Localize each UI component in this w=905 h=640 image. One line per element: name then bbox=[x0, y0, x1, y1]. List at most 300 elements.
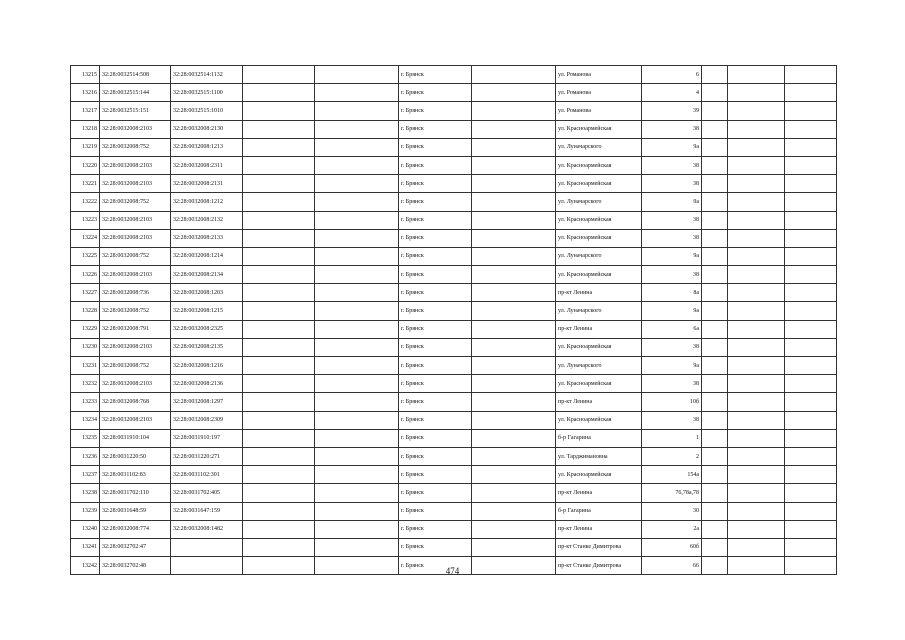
empty-cell bbox=[785, 538, 837, 556]
empty-cell bbox=[785, 175, 837, 193]
house-number-cell: 38 bbox=[642, 211, 702, 229]
house-number-cell: 1 bbox=[642, 429, 702, 447]
empty-cell bbox=[472, 302, 556, 320]
empty-cell bbox=[315, 247, 399, 265]
empty-cell bbox=[472, 375, 556, 393]
empty-cell bbox=[785, 247, 837, 265]
table-row bbox=[71, 84, 837, 102]
row-number: 13232 bbox=[71, 375, 100, 393]
cadastral-number-object: 32:28:0032008:2133 bbox=[171, 229, 243, 247]
empty-cell bbox=[702, 375, 728, 393]
row-number: 13225 bbox=[71, 247, 100, 265]
empty-cell bbox=[315, 102, 399, 120]
empty-cell bbox=[315, 193, 399, 211]
empty-cell bbox=[702, 175, 728, 193]
empty-cell bbox=[728, 538, 785, 556]
empty-cell bbox=[728, 284, 785, 302]
row-number: 13223 bbox=[71, 211, 100, 229]
empty-cell bbox=[315, 357, 399, 375]
empty-cell bbox=[243, 502, 315, 520]
empty-cell bbox=[702, 538, 728, 556]
cadastral-number-object: 32:28:0031702:405 bbox=[171, 484, 243, 502]
cadastral-number-object: 32:28:0032008:2325 bbox=[171, 320, 243, 338]
cadastral-number-object: 32:28:0032008:2132 bbox=[171, 211, 243, 229]
street-cell: ул. Луначарского bbox=[556, 138, 642, 156]
cadastral-number-object: 32:28:0031647:159 bbox=[171, 502, 243, 520]
empty-cell bbox=[243, 84, 315, 102]
empty-cell bbox=[472, 411, 556, 429]
empty-cell bbox=[472, 229, 556, 247]
house-number-cell: 9а bbox=[642, 138, 702, 156]
house-number-cell: 38 bbox=[642, 338, 702, 356]
empty-cell bbox=[702, 156, 728, 174]
empty-cell bbox=[472, 211, 556, 229]
empty-cell bbox=[785, 429, 837, 447]
table-row bbox=[71, 156, 837, 174]
street-cell: б-р Гагарина bbox=[556, 502, 642, 520]
city-cell: г. Брянск bbox=[399, 484, 472, 502]
cadastral-number-land: 32:28:0032008:752 bbox=[100, 193, 171, 211]
empty-cell bbox=[785, 138, 837, 156]
row-number: 13239 bbox=[71, 502, 100, 520]
empty-cell bbox=[702, 411, 728, 429]
house-number-cell: 10б bbox=[642, 393, 702, 411]
empty-cell bbox=[702, 338, 728, 356]
table-row bbox=[71, 229, 837, 247]
empty-cell bbox=[702, 520, 728, 538]
empty-cell bbox=[728, 156, 785, 174]
empty-cell bbox=[702, 466, 728, 484]
street-cell: ул. Красноармейская bbox=[556, 411, 642, 429]
city-cell: г. Брянск bbox=[399, 247, 472, 265]
cadastral-number-land: 32:28:0032008:752 bbox=[100, 138, 171, 156]
empty-cell bbox=[702, 302, 728, 320]
row-number: 13234 bbox=[71, 411, 100, 429]
cadastral-number-object: 32:28:0032008:2134 bbox=[171, 266, 243, 284]
empty-cell bbox=[472, 338, 556, 356]
empty-cell bbox=[702, 84, 728, 102]
table-row bbox=[71, 429, 837, 447]
cadastral-number-object: 32:28:0032515:1010 bbox=[171, 102, 243, 120]
cadastral-number-land: 32:28:0032515:144 bbox=[100, 84, 171, 102]
empty-cell bbox=[728, 447, 785, 465]
empty-cell bbox=[702, 66, 728, 84]
empty-cell bbox=[728, 520, 785, 538]
empty-cell bbox=[728, 393, 785, 411]
street-cell: ул. Луначарского bbox=[556, 247, 642, 265]
empty-cell bbox=[702, 193, 728, 211]
empty-cell bbox=[472, 447, 556, 465]
empty-cell bbox=[243, 411, 315, 429]
empty-cell bbox=[472, 120, 556, 138]
empty-cell bbox=[728, 338, 785, 356]
street-cell: ул. Луначарского bbox=[556, 302, 642, 320]
empty-cell bbox=[785, 156, 837, 174]
cadastral-number-land: 32:28:0031648:59 bbox=[100, 502, 171, 520]
row-number: 13233 bbox=[71, 393, 100, 411]
cadastral-number-land: 32:28:0032008:2103 bbox=[100, 411, 171, 429]
row-number: 13229 bbox=[71, 320, 100, 338]
city-cell: г. Брянск bbox=[399, 411, 472, 429]
house-number-cell: 4 bbox=[642, 84, 702, 102]
street-cell: ул. Тарджимановна bbox=[556, 447, 642, 465]
empty-cell bbox=[472, 266, 556, 284]
page-number: 474 bbox=[445, 566, 460, 576]
cadastral-number-land: 32:28:0031220:50 bbox=[100, 447, 171, 465]
table-row bbox=[71, 193, 837, 211]
cadastral-number-land: 32:28:0032008:774 bbox=[100, 520, 171, 538]
city-cell: г. Брянск bbox=[399, 84, 472, 102]
table-row bbox=[71, 502, 837, 520]
house-number-cell: 38 bbox=[642, 156, 702, 174]
empty-cell bbox=[472, 138, 556, 156]
empty-cell bbox=[702, 447, 728, 465]
empty-cell bbox=[243, 338, 315, 356]
empty-cell bbox=[315, 138, 399, 156]
table-row bbox=[71, 538, 837, 556]
cadastral-number-object: 32:28:0032008:2311 bbox=[171, 156, 243, 174]
street-cell: ул. Красноармейская bbox=[556, 466, 642, 484]
empty-cell bbox=[315, 175, 399, 193]
empty-cell bbox=[472, 429, 556, 447]
cadastral-number-object: 32:28:0032008:1297 bbox=[171, 393, 243, 411]
document-sheet bbox=[70, 65, 837, 575]
city-cell: г. Брянск bbox=[399, 357, 472, 375]
house-number-cell: 76,78а,78 bbox=[642, 484, 702, 502]
row-number: 13231 bbox=[71, 357, 100, 375]
empty-cell bbox=[243, 175, 315, 193]
empty-cell bbox=[315, 393, 399, 411]
table-row bbox=[71, 266, 837, 284]
table-row bbox=[71, 520, 837, 538]
cadastral-number-object: 32:28:0032008:2131 bbox=[171, 175, 243, 193]
cadastral-number-object: 32:28:0032008:2130 bbox=[171, 120, 243, 138]
empty-cell bbox=[785, 375, 837, 393]
empty-cell bbox=[728, 502, 785, 520]
empty-cell bbox=[315, 338, 399, 356]
table-row bbox=[71, 120, 837, 138]
table-row bbox=[71, 102, 837, 120]
empty-cell bbox=[785, 520, 837, 538]
street-cell: пр-кт Ленина bbox=[556, 520, 642, 538]
empty-cell bbox=[472, 175, 556, 193]
cadastral-number-land: 32:28:0032008:2103 bbox=[100, 375, 171, 393]
empty-cell bbox=[472, 484, 556, 502]
empty-cell bbox=[785, 266, 837, 284]
row-number: 13215 bbox=[71, 66, 100, 84]
empty-cell bbox=[472, 156, 556, 174]
row-number: 13241 bbox=[71, 538, 100, 556]
house-number-cell: 9а bbox=[642, 193, 702, 211]
empty-cell bbox=[243, 102, 315, 120]
cadastral-number-object: 32:28:0032008:2135 bbox=[171, 338, 243, 356]
empty-cell bbox=[785, 502, 837, 520]
table-row bbox=[71, 338, 837, 356]
cadastral-number-land: 32:28:0032702:47 bbox=[100, 538, 171, 556]
city-cell: г. Брянск bbox=[399, 320, 472, 338]
table-row bbox=[71, 357, 837, 375]
empty-cell bbox=[785, 84, 837, 102]
empty-cell bbox=[728, 120, 785, 138]
cadastral-number-land: 32:28:0031702:110 bbox=[100, 484, 171, 502]
empty-cell bbox=[243, 120, 315, 138]
empty-cell bbox=[315, 484, 399, 502]
house-number-cell: 38 bbox=[642, 175, 702, 193]
table-row bbox=[71, 175, 837, 193]
row-number: 13238 bbox=[71, 484, 100, 502]
city-cell: г. Брянск bbox=[399, 429, 472, 447]
cadastral-number-land: 32:28:0032008:752 bbox=[100, 302, 171, 320]
empty-cell bbox=[702, 284, 728, 302]
cadastral-number-land: 32:28:0032008:2103 bbox=[100, 175, 171, 193]
cadastral-number-land: 32:28:0032008:752 bbox=[100, 247, 171, 265]
row-number: 13242 bbox=[71, 557, 100, 575]
cadastral-number-object: 32:28:0032008:1203 bbox=[171, 284, 243, 302]
row-number: 13219 bbox=[71, 138, 100, 156]
empty-cell bbox=[472, 102, 556, 120]
empty-cell bbox=[472, 466, 556, 484]
empty-cell bbox=[315, 320, 399, 338]
empty-cell bbox=[785, 120, 837, 138]
empty-cell bbox=[728, 102, 785, 120]
row-number: 13228 bbox=[71, 302, 100, 320]
empty-cell bbox=[728, 484, 785, 502]
row-number: 13218 bbox=[71, 120, 100, 138]
empty-cell bbox=[785, 393, 837, 411]
empty-cell bbox=[785, 193, 837, 211]
house-number-cell: 9а bbox=[642, 357, 702, 375]
empty-cell bbox=[785, 447, 837, 465]
cadastral-number-land: 32:28:0032008:2103 bbox=[100, 211, 171, 229]
row-number: 13230 bbox=[71, 338, 100, 356]
street-cell: ул. Луначарского bbox=[556, 193, 642, 211]
empty-cell bbox=[728, 411, 785, 429]
city-cell: г. Брянск bbox=[399, 447, 472, 465]
cadastral-number-land: 32:28:0032008:2103 bbox=[100, 156, 171, 174]
empty-cell bbox=[702, 502, 728, 520]
cadastral-number-land: 32:28:0032008:2103 bbox=[100, 338, 171, 356]
empty-cell bbox=[702, 484, 728, 502]
empty-cell bbox=[472, 193, 556, 211]
table-row bbox=[71, 484, 837, 502]
house-number-cell: 2 bbox=[642, 447, 702, 465]
table-row bbox=[71, 447, 837, 465]
address-table bbox=[70, 65, 837, 575]
street-cell: ул. Красноармейская bbox=[556, 375, 642, 393]
empty-cell bbox=[728, 247, 785, 265]
cadastral-number-land: 32:28:0031102:83 bbox=[100, 466, 171, 484]
empty-cell bbox=[728, 375, 785, 393]
empty-cell bbox=[315, 466, 399, 484]
table-row bbox=[71, 302, 837, 320]
city-cell: г. Брянск bbox=[399, 120, 472, 138]
empty-cell bbox=[243, 375, 315, 393]
empty-cell bbox=[472, 357, 556, 375]
empty-cell bbox=[472, 320, 556, 338]
row-number: 13237 bbox=[71, 466, 100, 484]
table-row bbox=[71, 466, 837, 484]
table-row bbox=[71, 375, 837, 393]
cadastral-number-land: 32:28:0032702:48 bbox=[100, 557, 171, 575]
table-row bbox=[71, 320, 837, 338]
table-row bbox=[71, 247, 837, 265]
street-cell: ул. Красноармейская bbox=[556, 266, 642, 284]
empty-cell bbox=[315, 284, 399, 302]
empty-cell bbox=[702, 357, 728, 375]
row-number: 13221 bbox=[71, 175, 100, 193]
empty-cell bbox=[243, 211, 315, 229]
house-number-cell: 38 bbox=[642, 266, 702, 284]
empty-cell bbox=[702, 393, 728, 411]
cadastral-number-land: 32:28:0032515:151 bbox=[100, 102, 171, 120]
house-number-cell: 6а bbox=[642, 320, 702, 338]
empty-cell bbox=[243, 429, 315, 447]
cadastral-number-object: 32:28:0032008:2309 bbox=[171, 411, 243, 429]
empty-cell bbox=[315, 411, 399, 429]
empty-cell bbox=[785, 211, 837, 229]
cadastral-number-object bbox=[171, 538, 243, 556]
empty-cell bbox=[728, 175, 785, 193]
empty-cell bbox=[702, 229, 728, 247]
empty-cell bbox=[315, 84, 399, 102]
empty-cell bbox=[728, 138, 785, 156]
row-number: 13216 bbox=[71, 84, 100, 102]
cadastral-number-land: 32:28:0032008:2103 bbox=[100, 229, 171, 247]
street-cell: ул. Красноармейская bbox=[556, 211, 642, 229]
city-cell: г. Брянск bbox=[399, 66, 472, 84]
empty-cell bbox=[243, 302, 315, 320]
empty-cell bbox=[785, 411, 837, 429]
empty-cell bbox=[785, 320, 837, 338]
street-cell: пр-кт Ленина bbox=[556, 284, 642, 302]
row-number: 13227 bbox=[71, 284, 100, 302]
street-cell: пр-кт Станке Димитрова bbox=[556, 557, 642, 575]
row-number: 13224 bbox=[71, 229, 100, 247]
empty-cell bbox=[785, 338, 837, 356]
empty-cell bbox=[315, 229, 399, 247]
city-cell: г. Брянск bbox=[399, 520, 472, 538]
empty-cell bbox=[785, 484, 837, 502]
house-number-cell: 9а bbox=[642, 302, 702, 320]
street-cell: ул. Красноармейская bbox=[556, 120, 642, 138]
empty-cell bbox=[785, 302, 837, 320]
house-number-cell: 154а bbox=[642, 466, 702, 484]
empty-cell bbox=[243, 538, 315, 556]
street-cell: ул. Красноармейская bbox=[556, 338, 642, 356]
street-cell: ул. Романова bbox=[556, 66, 642, 84]
house-number-cell: 60б bbox=[642, 538, 702, 556]
cadastral-number-object: 32:28:0032008:1212 bbox=[171, 193, 243, 211]
row-number: 13222 bbox=[71, 193, 100, 211]
cadastral-number-land: 32:28:0032008:791 bbox=[100, 320, 171, 338]
empty-cell bbox=[243, 193, 315, 211]
empty-cell bbox=[315, 156, 399, 174]
city-cell: г. Брянск bbox=[399, 302, 472, 320]
empty-cell bbox=[728, 357, 785, 375]
empty-cell bbox=[315, 538, 399, 556]
empty-cell bbox=[472, 284, 556, 302]
empty-cell bbox=[785, 229, 837, 247]
row-number: 13220 bbox=[71, 156, 100, 174]
empty-cell bbox=[472, 84, 556, 102]
table-body bbox=[71, 66, 837, 575]
empty-cell bbox=[702, 429, 728, 447]
cadastral-number-land: 32:28:0032514:508 bbox=[100, 66, 171, 84]
cadastral-number-object: 32:28:0032515:1100 bbox=[171, 84, 243, 102]
row-number: 13226 bbox=[71, 266, 100, 284]
house-number-cell: 66 bbox=[642, 557, 702, 575]
empty-cell bbox=[785, 284, 837, 302]
street-cell: пр-кт Ленина bbox=[556, 320, 642, 338]
table-row bbox=[71, 66, 837, 84]
house-number-cell: 8а bbox=[642, 284, 702, 302]
empty-cell bbox=[728, 429, 785, 447]
empty-cell bbox=[315, 66, 399, 84]
empty-cell bbox=[472, 393, 556, 411]
city-cell: г. Брянск bbox=[399, 193, 472, 211]
empty-cell bbox=[315, 302, 399, 320]
empty-cell bbox=[728, 84, 785, 102]
city-cell: г. Брянск bbox=[399, 211, 472, 229]
empty-cell bbox=[472, 247, 556, 265]
empty-cell bbox=[472, 538, 556, 556]
street-cell: ул. Романова bbox=[556, 84, 642, 102]
empty-cell bbox=[472, 520, 556, 538]
empty-cell bbox=[315, 266, 399, 284]
street-cell: ул. Луначарского bbox=[556, 357, 642, 375]
empty-cell bbox=[315, 211, 399, 229]
empty-cell bbox=[243, 466, 315, 484]
empty-cell bbox=[702, 102, 728, 120]
street-cell: пр-кт Станке Димитрова bbox=[556, 538, 642, 556]
house-number-cell: 6 bbox=[642, 66, 702, 84]
empty-cell bbox=[243, 247, 315, 265]
house-number-cell: 38 bbox=[642, 120, 702, 138]
cadastral-number-object: 32:28:0032008:1214 bbox=[171, 247, 243, 265]
city-cell: г. Брянск bbox=[399, 375, 472, 393]
cadastral-number-object: 32:28:0032008:1215 bbox=[171, 302, 243, 320]
empty-cell bbox=[243, 520, 315, 538]
city-cell: г. Брянск bbox=[399, 466, 472, 484]
house-number-cell: 38 bbox=[642, 229, 702, 247]
cadastral-number-land: 32:28:0031910:104 bbox=[100, 429, 171, 447]
street-cell: ул. Романова bbox=[556, 102, 642, 120]
empty-cell bbox=[728, 466, 785, 484]
empty-cell bbox=[243, 393, 315, 411]
table-row bbox=[71, 284, 837, 302]
empty-cell bbox=[315, 447, 399, 465]
empty-cell bbox=[243, 320, 315, 338]
empty-cell bbox=[702, 320, 728, 338]
cadastral-number-object: 32:28:0032008:2136 bbox=[171, 375, 243, 393]
empty-cell bbox=[785, 357, 837, 375]
city-cell: г. Брянск bbox=[399, 175, 472, 193]
city-cell: г. Брянск bbox=[399, 266, 472, 284]
table-row bbox=[71, 211, 837, 229]
empty-cell bbox=[243, 66, 315, 84]
cadastral-number-object: 32:28:0031102:301 bbox=[171, 466, 243, 484]
empty-cell bbox=[315, 375, 399, 393]
city-cell: г. Брянск bbox=[399, 156, 472, 174]
empty-cell bbox=[728, 266, 785, 284]
street-cell: б-р Гагарина bbox=[556, 429, 642, 447]
house-number-cell: 38 bbox=[642, 375, 702, 393]
empty-cell bbox=[243, 156, 315, 174]
city-cell: г. Брянск bbox=[399, 102, 472, 120]
empty-cell bbox=[702, 211, 728, 229]
cadastral-number-object: 32:28:0031220:271 bbox=[171, 447, 243, 465]
table-row bbox=[71, 411, 837, 429]
